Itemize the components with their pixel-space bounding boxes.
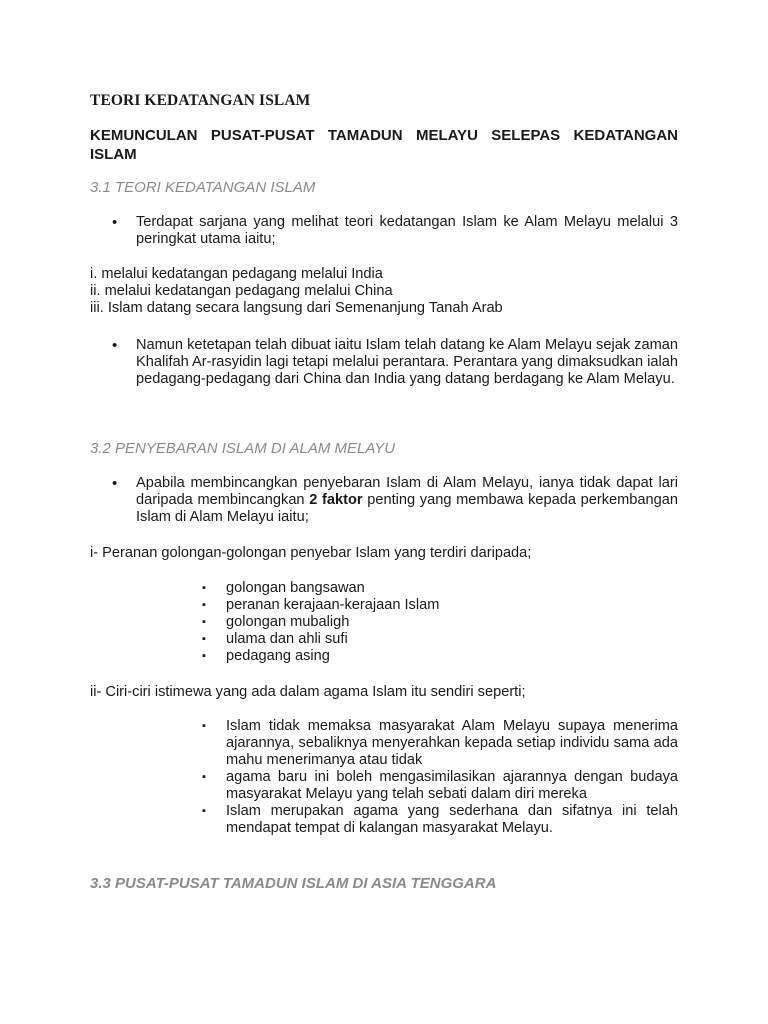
section-heading-3-3: 3.3 PUSAT-PUSAT TAMADUN ISLAM DI ASIA TENGGARA: [90, 875, 497, 892]
bullet-text-part: Apabila membincangkan penyebaran Islam di Alam Melayu, ianya tidak dapat lari daripada membincangkan: [136, 475, 678, 508]
list-item: ▪ golongan mubaligh: [202, 614, 350, 630]
list-item: ii. melalui kedatangan pedagang melalui China: [90, 283, 393, 299]
square-bullet-icon: ▪: [202, 650, 206, 662]
square-bullet-icon: ▪: [202, 633, 206, 645]
list-item: ▪ Islam tidak memaksa masyarakat Alam Melayu supaya menerima ajarannya, sebaliknya menyerahkan kepada setiap individu sama ada mahu menerimanya atau tidak: [202, 718, 678, 768]
square-bullet-icon: ▪: [202, 616, 206, 628]
bullet-item-sarjana: [112, 214, 678, 248]
section-heading-3-1: 3.1 TEORI KEDATANGAN ISLAM: [90, 179, 316, 196]
list-item: ▪ peranan kerajaan-kerajaan Islam: [202, 597, 440, 613]
square-bullet-icon: ▪: [202, 599, 206, 611]
bullet-item-penyebaran: [112, 475, 678, 526]
square-bullet-icon: ▪: [202, 720, 206, 732]
document-subtitle: KEMUNCULAN PUSAT-PUSAT TAMADUN MELAYU SELEPAS KEDATANGAN ISLAM: [90, 127, 678, 163]
document-title: TEORI KEDATANGAN ISLAM: [90, 92, 311, 109]
list-item: i. melalui kedatangan pedagang melalui India: [90, 266, 383, 282]
section-heading-3-2: 3.2 PENYEBARAN ISLAM DI ALAM MELAYU: [90, 440, 396, 457]
list-item: ▪ pedagang asing: [202, 648, 330, 664]
factor-2-intro: ii- Ciri-ciri istimewa yang ada dalam agama Islam itu sendiri seperti;: [90, 684, 526, 700]
square-bullet-icon: ▪: [202, 582, 206, 594]
list-item: ▪ Islam merupakan agama yang sederhana dan sifatnya ini telah mendapat tempat di kalangan masyarakat Melayu.: [202, 803, 678, 836]
list-item: iii. Islam datang secara langsung dari Semenanjung Tanah Arab: [90, 300, 503, 316]
theory-list: [90, 266, 678, 317]
bullet-text: Namun ketetapan telah dibuat iaitu Islam telah datang ke Alam Melayu sejak zaman Khalifah Ar-rasyidin lagi tetapi melalui perantara. Perantara yang dimaksudkan ialah pedagang-pedagang dari China dan India yang datang berdagang ke Alam Melayu.: [136, 337, 678, 387]
bullet-icon: •: [112, 214, 118, 231]
bullet-text-part: penting yang membawa kepada perkembangan Islam di Alam Melayu iaitu;: [136, 492, 679, 525]
square-bullet-icon: ▪: [202, 805, 206, 817]
list-item: ▪ golongan bangsawan: [202, 580, 365, 596]
factor-2-list: [202, 718, 678, 837]
list-item: ▪ agama baru ini boleh mengasimilasikan ajarannya dengan budaya masyarakat Melayu yang telah sebati dalam diri mereka: [202, 769, 678, 802]
factor-1-list: [202, 580, 678, 665]
bullet-icon: •: [112, 475, 118, 492]
bullet-text: [136, 475, 678, 526]
square-bullet-icon: ▪: [202, 771, 206, 783]
bullet-text: Terdapat sarjana yang melihat teori kedatangan Islam ke Alam Melayu melalui 3 peringkat utama iaitu;: [136, 214, 678, 247]
factor-1-intro: i- Peranan golongan-golongan penyebar Islam yang terdiri daripada;: [90, 545, 532, 561]
bold-keyword: 2 faktor: [309, 492, 363, 508]
bullet-icon: •: [112, 337, 118, 354]
list-item: ▪ ulama dan ahli sufi: [202, 631, 348, 647]
bullet-item-ketetapan: [112, 337, 678, 388]
